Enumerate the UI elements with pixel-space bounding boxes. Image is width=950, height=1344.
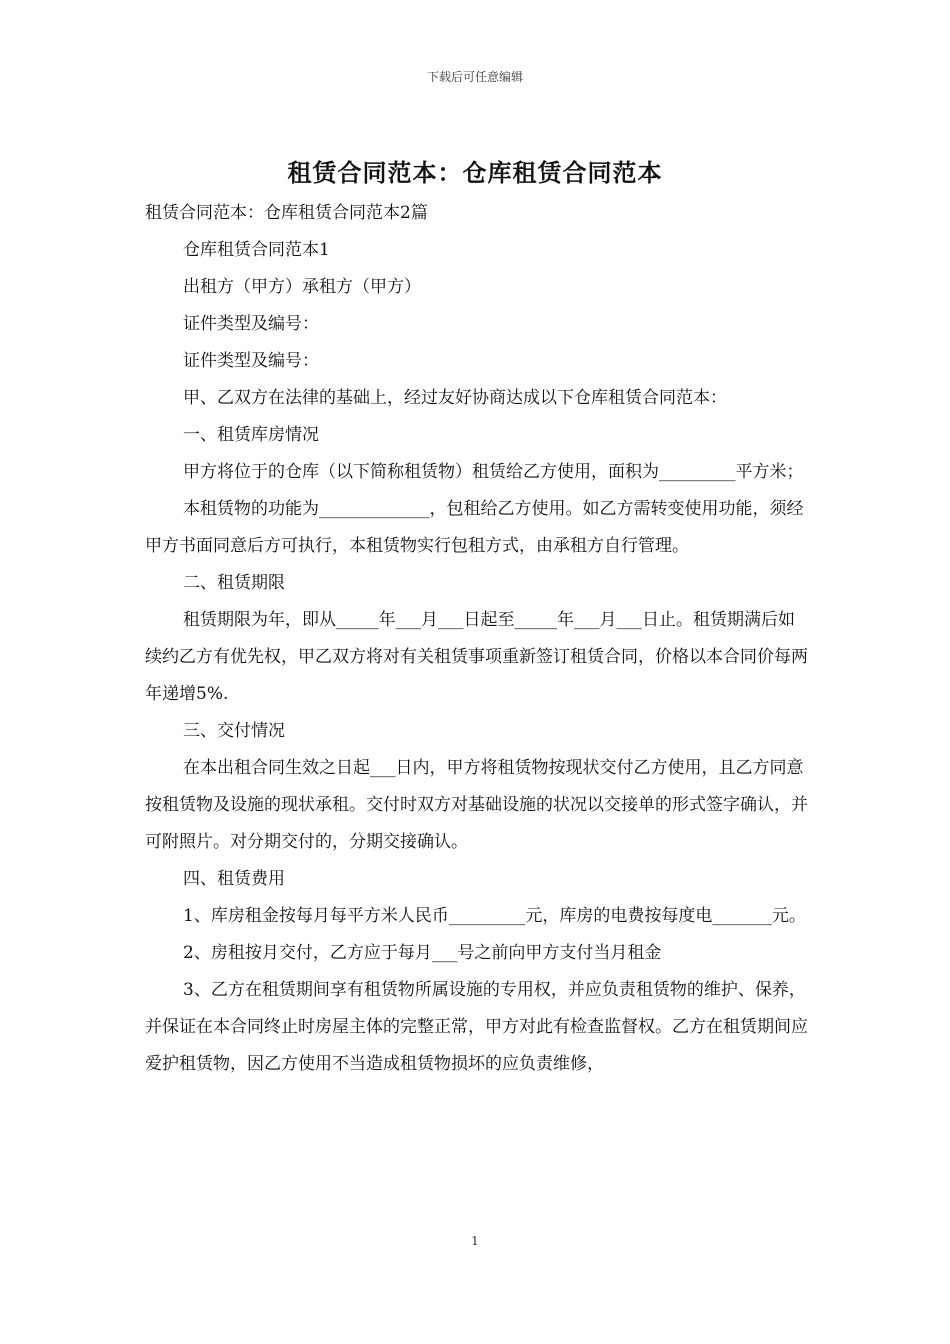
- download-note: 下载后可任意编辑: [426, 70, 523, 84]
- paragraph-function: 本租赁物的功能为_____________，包租给乙方使用。如乙方需转变使用功能，须经甲方书面同意后方可执行，本租赁物实行包租方式，由承租方自行管理。: [145, 499, 804, 556]
- paragraph-contract-heading: 仓库租赁合同范本1: [183, 240, 330, 260]
- paragraph-term: 租赁期限为年，即从_____年___月___日起至_____年___月___日止。租赁期满后如续约乙方有优先权，甲乙双方将对有关租赁事项重新签订租赁合同，价格以本合同价每两年递增5%.: [145, 610, 808, 704]
- section-heading-1: 一、租赁库房情况: [183, 425, 319, 445]
- paragraph-delivery: 在本出租合同生效之日起___日内，甲方将租赁物按现状交付乙方使用，且乙方同意按租赁物及设施的现状承租。交付时双方对基础设施的状况以交接单的形式签字确认，并可附照片。对分期交付的，分期交接确认。: [145, 758, 808, 852]
- paragraph-warehouse-area: 甲方将位于的仓库（以下简称租赁物）租赁给乙方使用，面积为_________平方米；: [183, 462, 804, 482]
- paragraph-id-type-2: 证件类型及编号：: [183, 351, 319, 371]
- section-heading-2: 二、租赁期限: [183, 573, 285, 593]
- paragraph-fee-1: 1、库房租金按每月每平方米人民币_________元，库房的电费按每度电_______元。: [183, 906, 806, 926]
- paragraph-fee-3: 3、乙方在租赁期间享有租赁物所属设施的专用权，并应负责租赁物的维护、保养，并保证在本合同终止时房屋主体的完整正常，甲方对此有检查监督权。乙方在租赁期间应爱护租赁物，因乙方使用不当造成租赁物损坏的应负责维修，: [145, 980, 808, 1074]
- paragraph-parties: 出租方（甲方）承租方（甲方）: [183, 277, 421, 297]
- section-heading-3: 三、交付情况: [183, 721, 285, 741]
- paragraph-fee-2: 2、房租按月交付，乙方应于每月___号之前向甲方支付当月租金: [183, 943, 662, 963]
- paragraph-subtitle: 租赁合同范本：仓库租赁合同范本2篇: [145, 203, 428, 223]
- document-title: 租赁合同范本：仓库租赁合同范本: [287, 159, 663, 187]
- paragraph-preamble: 甲、乙双方在法律的基础上，经过友好协商达成以下仓库租赁合同范本：: [183, 388, 727, 408]
- section-heading-4: 四、租赁费用: [183, 869, 285, 889]
- page-number: 1: [471, 1234, 479, 1248]
- document-body: [145, 195, 810, 1083]
- paragraph-id-type-1: 证件类型及编号：: [183, 314, 319, 334]
